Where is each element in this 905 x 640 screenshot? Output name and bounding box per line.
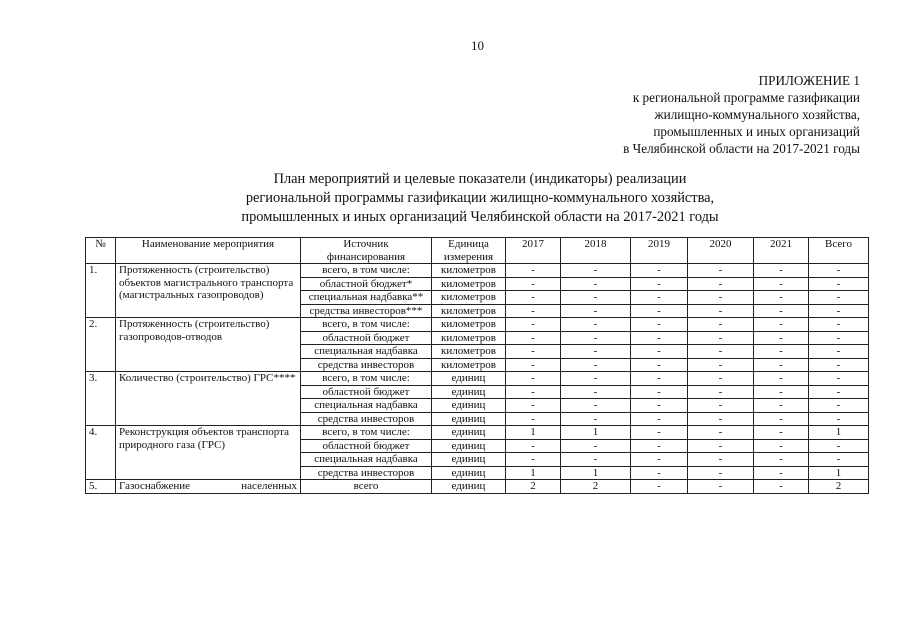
value-cell: - [809,453,869,467]
value-cell: - [506,453,561,467]
value-cell: - [809,277,869,291]
value-cell: - [506,385,561,399]
value-cell: - [754,358,809,372]
value-cell: - [688,453,754,467]
appendix-line: промышленных и иных организаций [653,124,860,139]
value-cell: - [688,358,754,372]
unit-of-measure: единиц [432,412,506,426]
value-cell: - [754,385,809,399]
unit-of-measure: единиц [432,439,506,453]
value-cell: - [809,304,869,318]
value-cell: - [631,304,688,318]
appendix-line: к региональной программе газификации [632,90,860,105]
value-cell: - [561,385,631,399]
funding-source: областной бюджет [301,385,432,399]
title-line: региональной программы газификации жилищно-коммунального хозяйства, [245,190,715,206]
value-cell: 2 [561,480,631,494]
value-cell: - [688,345,754,359]
value-cell: - [561,304,631,318]
funding-source: областной бюджет [301,331,432,345]
value-cell: - [809,318,869,332]
value-cell: - [754,399,809,413]
value-cell: - [754,264,809,278]
unit-of-measure: единиц [432,480,506,494]
value-cell: - [631,426,688,440]
value-cell: - [561,345,631,359]
funding-source: всего, в том числе: [301,264,432,278]
unit-of-measure: единиц [432,453,506,467]
unit-of-measure: единиц [432,426,506,440]
value-cell: 2 [506,480,561,494]
title-line: План мероприятий и целевые показатели (индикаторы) реализации [273,171,687,187]
value-cell: 2 [809,480,869,494]
value-cell: - [631,412,688,426]
value-cell: - [688,439,754,453]
activity-name: Протяженность (строительство) объектов магистрального транспорта (магистральных газопроводов) [116,264,301,318]
appendix-caption [540,72,860,157]
col-header-2020: 2020 [688,238,754,264]
value-cell: - [631,264,688,278]
row-number: 4. [86,426,116,480]
value-cell: - [688,412,754,426]
value-cell: - [631,345,688,359]
activity-name: Количество (строительство) ГРС**** [116,372,301,426]
value-cell: - [688,277,754,291]
value-cell: - [809,399,869,413]
value-cell: - [506,345,561,359]
value-cell: - [561,358,631,372]
value-cell: - [688,304,754,318]
value-cell: - [809,331,869,345]
page-number: 10 [471,38,484,53]
col-header-num: № [86,238,116,264]
unit-of-measure: километров [432,331,506,345]
value-cell: 1 [561,426,631,440]
value-cell: - [561,331,631,345]
col-header-2019: 2019 [631,238,688,264]
value-cell: - [561,277,631,291]
value-cell: - [561,372,631,386]
value-cell: - [561,453,631,467]
funding-source: специальная надбавка [301,453,432,467]
value-cell: - [688,426,754,440]
table-row [86,264,869,278]
col-header-2017: 2017 [506,238,561,264]
col-header-unit: Единица измерения [432,238,506,264]
unit-of-measure: километров [432,318,506,332]
appendix-line: в Челябинской области на 2017-2021 годы [623,141,860,156]
row-number: 2. [86,318,116,372]
value-cell: 1 [506,426,561,440]
value-cell: - [754,453,809,467]
value-cell: - [809,264,869,278]
value-cell: - [506,277,561,291]
value-cell: - [754,412,809,426]
value-cell: - [631,439,688,453]
unit-of-measure: единиц [432,466,506,480]
col-header-source: Источник финансирования [301,238,432,264]
value-cell: - [754,439,809,453]
value-cell: - [754,480,809,494]
table-row [86,426,869,440]
funding-source: всего [301,480,432,494]
value-cell: - [506,358,561,372]
col-header-name: Наименование мероприятия [116,238,301,264]
col-header-total: Всего [809,238,869,264]
value-cell: - [506,264,561,278]
value-cell: - [809,439,869,453]
col-header-2021: 2021 [754,238,809,264]
value-cell: - [631,277,688,291]
plan-table [85,237,869,494]
value-cell: - [688,291,754,305]
value-cell: - [561,264,631,278]
value-cell: - [631,318,688,332]
appendix-line: ПРИЛОЖЕНИЕ 1 [758,73,860,88]
value-cell: - [688,318,754,332]
value-cell: - [561,412,631,426]
value-cell: - [631,453,688,467]
value-cell: - [631,358,688,372]
funding-source: средства инвесторов [301,412,432,426]
value-cell: - [506,304,561,318]
value-cell: - [754,372,809,386]
value-cell: - [506,318,561,332]
activity-name: Газоснабжение населенных [116,480,301,494]
value-cell: - [809,345,869,359]
appendix-line: жилищно-коммунального хозяйства, [654,107,860,122]
funding-source: средства инвесторов [301,466,432,480]
funding-source: всего, в том числе: [301,372,432,386]
value-cell: - [631,385,688,399]
value-cell: - [754,331,809,345]
unit-of-measure: километров [432,264,506,278]
value-cell: - [754,345,809,359]
value-cell: - [631,480,688,494]
unit-of-measure: километров [432,304,506,318]
document-title [130,170,830,227]
value-cell: - [561,439,631,453]
value-cell: - [809,358,869,372]
value-cell: 1 [561,466,631,480]
value-cell: - [506,331,561,345]
value-cell: - [688,480,754,494]
unit-of-measure: километров [432,358,506,372]
funding-source: всего, в том числе: [301,426,432,440]
value-cell: - [754,426,809,440]
funding-source: средства инвесторов*** [301,304,432,318]
value-cell: - [506,439,561,453]
unit-of-measure: единиц [432,385,506,399]
funding-source: всего, в том числе: [301,318,432,332]
value-cell: 1 [809,466,869,480]
funding-source: специальная надбавка [301,399,432,413]
funding-source: средства инвесторов [301,358,432,372]
value-cell: - [688,399,754,413]
value-cell: - [754,291,809,305]
value-cell: - [631,372,688,386]
unit-of-measure: единиц [432,372,506,386]
value-cell: 1 [506,466,561,480]
value-cell: - [688,385,754,399]
value-cell: - [809,372,869,386]
table-row [86,372,869,386]
title-line: промышленных и иных организаций Челябинской области на 2017-2021 годы [241,209,719,225]
value-cell: - [754,466,809,480]
unit-of-measure: километров [432,277,506,291]
activity-name: Протяженность (строительство) газопроводов-отводов [116,318,301,372]
value-cell: - [809,291,869,305]
table-row [86,318,869,332]
value-cell: - [506,399,561,413]
funding-source: областной бюджет [301,439,432,453]
value-cell: - [809,385,869,399]
unit-of-measure: километров [432,345,506,359]
row-number: 3. [86,372,116,426]
activity-name: Реконструкция объектов транспорта природного газа (ГРС) [116,426,301,480]
funding-source: специальная надбавка [301,345,432,359]
value-cell: - [754,318,809,332]
value-cell: - [754,304,809,318]
value-cell: - [809,412,869,426]
unit-of-measure: километров [432,291,506,305]
value-cell: - [561,318,631,332]
table-header-row [86,238,869,264]
value-cell: - [688,466,754,480]
row-number: 5. [86,480,116,494]
value-cell: - [754,277,809,291]
value-cell: - [561,399,631,413]
funding-source: специальная надбавка** [301,291,432,305]
value-cell: - [631,291,688,305]
row-number: 1. [86,264,116,318]
value-cell: - [631,399,688,413]
funding-source: областной бюджет* [301,277,432,291]
value-cell: - [506,372,561,386]
value-cell: 1 [809,426,869,440]
unit-of-measure: единиц [432,399,506,413]
col-header-2018: 2018 [561,238,631,264]
table-body [86,264,869,494]
value-cell: - [688,331,754,345]
value-cell: - [688,372,754,386]
value-cell: - [631,466,688,480]
value-cell: - [561,291,631,305]
value-cell: - [506,291,561,305]
value-cell: - [631,331,688,345]
value-cell: - [506,412,561,426]
table-row [86,480,869,494]
value-cell: - [688,264,754,278]
